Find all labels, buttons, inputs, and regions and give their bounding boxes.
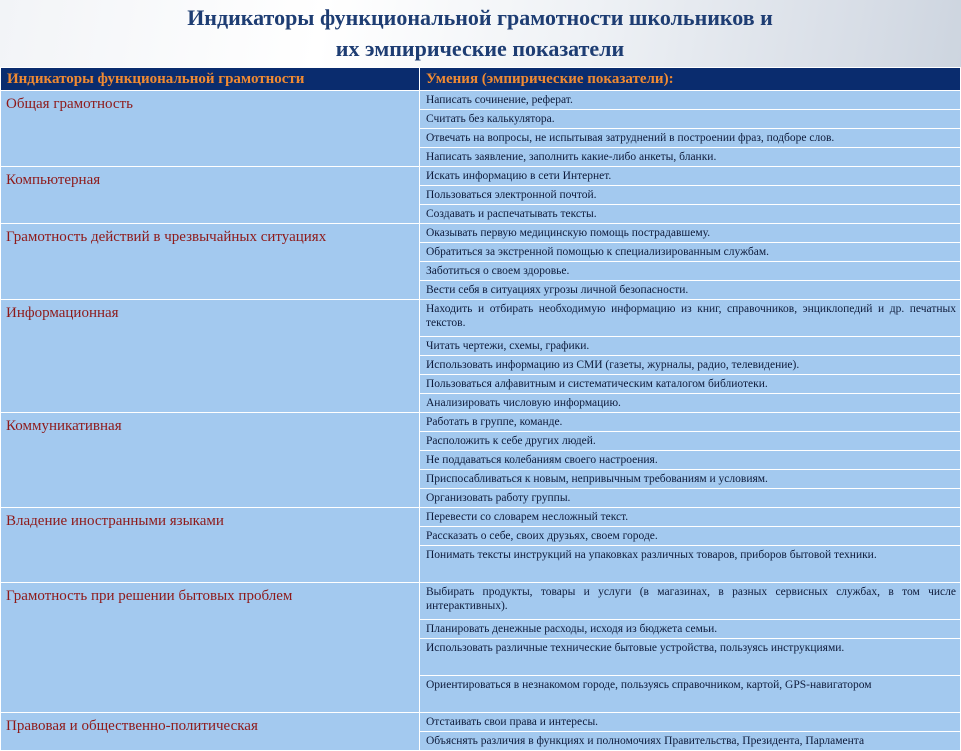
- table-row: [1, 583, 961, 620]
- table-header-row: [1, 68, 961, 91]
- skill-cell: Отстаивать свои права и интересы.: [420, 713, 961, 732]
- skill-cell: Вести себя в ситуациях угрозы личной безопасности.: [420, 281, 961, 300]
- skill-cell: Написать заявление, заполнить какие-либо анкеты, бланки.: [420, 148, 961, 167]
- table-row: [1, 224, 961, 243]
- table-row: [1, 713, 961, 732]
- indicator-emergency: Грамотность действий в чрезвычайных ситуациях: [1, 224, 420, 300]
- indicator-legal-political: Правовая и общественно-политическая: [1, 713, 420, 751]
- skill-cell: Анализировать числовую информацию.: [420, 394, 961, 413]
- skill-cell: Написать сочинение, реферат.: [420, 91, 961, 110]
- indicator-everyday-problems: Грамотность при решении бытовых проблем: [1, 583, 420, 713]
- skill-cell: Находить и отбирать необходимую информацию из книг, справочников, энциклопедий и др. печатных текстов.: [420, 300, 961, 337]
- indicators-table: [0, 67, 961, 751]
- skill-cell: Работать в группе, команде.: [420, 413, 961, 432]
- title-line-2: их эмпирические показатели: [335, 36, 625, 61]
- skill-cell: Считать без калькулятора.: [420, 110, 961, 129]
- skill-cell: Отвечать на вопросы, не испытывая затруднений в построении фраз, подборе слов.: [420, 129, 961, 148]
- table-row: [1, 91, 961, 110]
- skill-cell: Искать информацию в сети Интернет.: [420, 167, 961, 186]
- skill-cell: Читать чертежи, схемы, графики.: [420, 337, 961, 356]
- skill-cell: Пользоваться алфавитным и систематическим каталогом библиотеки.: [420, 375, 961, 394]
- table-row: [1, 413, 961, 432]
- skill-cell: Расположить к себе других людей.: [420, 432, 961, 451]
- header-indicators: Индикаторы функциональной грамотности: [1, 68, 420, 91]
- skill-cell: Использовать информацию из СМИ (газеты, журналы, радио, телевидение).: [420, 356, 961, 375]
- indicator-general-literacy: Общая грамотность: [1, 91, 420, 167]
- indicator-information: Информационная: [1, 300, 420, 413]
- header-skills: Умения (эмпирические показатели):: [420, 68, 961, 91]
- indicator-communicative: Коммуникативная: [1, 413, 420, 508]
- skill-cell: Использовать различные технические бытовые устройства, пользуясь инструкциями.: [420, 639, 961, 676]
- indicator-computer: Компьютерная: [1, 167, 420, 224]
- skill-cell: Понимать тексты инструкций на упаковках различных товаров, приборов бытовой техники.: [420, 546, 961, 583]
- skill-cell: Заботиться о своем здоровье.: [420, 262, 961, 281]
- skill-cell: Приспосабливаться к новым, непривычным требованиям и условиям.: [420, 470, 961, 489]
- table-row: [1, 300, 961, 337]
- page-title: [0, 2, 960, 66]
- skill-cell: Рассказать о себе, своих друзьях, своем городе.: [420, 527, 961, 546]
- skill-cell: Перевести со словарем несложный текст.: [420, 508, 961, 527]
- indicator-foreign-languages: Владение иностранными языками: [1, 508, 420, 583]
- indicators-table-container: [0, 67, 960, 747]
- skill-cell: Пользоваться электронной почтой.: [420, 186, 961, 205]
- skill-cell: Не поддаваться колебаниям своего настроения.: [420, 451, 961, 470]
- skill-cell: Планировать денежные расходы, исходя из бюджета семьи.: [420, 620, 961, 639]
- skill-cell: Обратиться за экстренной помощью к специализированным службам.: [420, 243, 961, 262]
- skill-cell: Ориентироваться в незнакомом городе, пользуясь справочником, картой, GPS-навигатором: [420, 676, 961, 713]
- skill-cell: Выбирать продукты, товары и услуги (в магазинах, в разных сервисных службах, в том числе интерактивных).: [420, 583, 961, 620]
- skill-cell: Оказывать первую медицинскую помощь пострадавшему.: [420, 224, 961, 243]
- skill-cell: Объяснять различия в функциях и полномочиях Правительства, Президента, Парламента: [420, 732, 961, 751]
- table-row: [1, 508, 961, 527]
- table-row: [1, 167, 961, 186]
- skill-cell: Создавать и распечатывать тексты.: [420, 205, 961, 224]
- skill-cell: Организовать работу группы.: [420, 489, 961, 508]
- title-line-1: Индикаторы функциональной грамотности школьников и: [187, 5, 773, 30]
